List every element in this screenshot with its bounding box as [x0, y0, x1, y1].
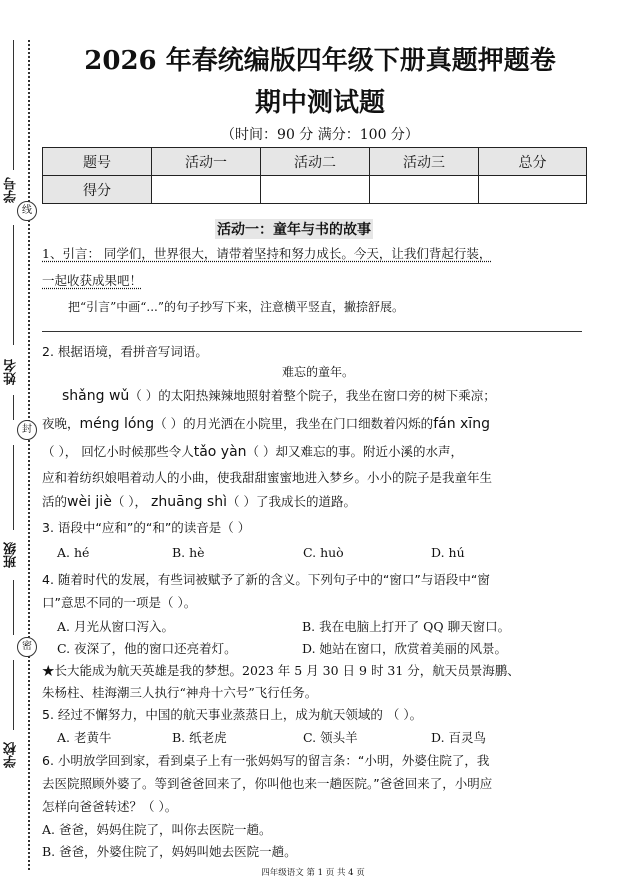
section-title: 活动一：童年与书的故事 [215, 219, 373, 239]
score-table [42, 147, 587, 204]
header-cell: 题号 [43, 148, 152, 176]
q5-option-b[interactable]: B. 纸老虎 [172, 730, 227, 745]
seal-secret: 密 [17, 637, 37, 657]
pinyin: shǎng wǔ [62, 388, 130, 404]
passage-line4: 应和着纺织娘唱着动人的小曲，使我甜甜蜜蜜地进入梦乡。小小的院子是我童年生 [42, 470, 493, 485]
passage-text: （ ）的太阳热辣辣地照射着整个院子，我坐在窗口旁的树下乘凉； [129, 388, 496, 403]
q6-option-b[interactable]: B. 爸爸，外婆住院了，妈妈叫她去医院一趟。 [42, 844, 297, 859]
q4-option-b[interactable]: B. 我在电脑上打开了 QQ 聊天窗口。 [302, 619, 511, 634]
binding-rule [13, 225, 14, 345]
binding-dotted-line [28, 40, 30, 870]
q3-option-c[interactable]: C. huò [303, 545, 344, 560]
label-student-id: 学号 [4, 177, 19, 203]
q4-line1: 4. 随着时代的发展，有些词被赋予了新的含义。下列句子中的“窗口”与语段中“窗 [42, 572, 490, 587]
passage-text: （ ）， [111, 494, 152, 509]
score-cell[interactable] [370, 176, 479, 204]
q1-text: 1、引言： 同学们，世界很大，请带着坚持和努力成长。今天，让我们背起行装， [42, 246, 492, 261]
seal-line: 线 [17, 201, 37, 221]
q6-line1: 6. 小明放学回到家，看到桌子上有一张妈妈写的留言条：“小明，外婆住院了，我 [42, 753, 490, 768]
label-class: 班级 [4, 542, 19, 568]
star-line1: ★长大能成为航天英雄是我的梦想。2023 年 5 月 30 日 9 时 31 分，航天员景海鹏、 [42, 663, 520, 678]
q1-line1 [42, 244, 491, 262]
pinyin: méng lóng [79, 416, 155, 432]
passage-text: （ ）却又难忘的事。附近小溪的水声， [246, 444, 464, 459]
label-name: 姓名 [4, 359, 19, 385]
q2-title: 2. 根据语境，看拼音写词语。 [42, 344, 208, 359]
q6-line3: 怎样向爸爸转述？（ ）。 [42, 799, 178, 814]
passage-text: 活的 [42, 494, 68, 509]
exam-title: 2026 年春统编版四年级下册真题押题卷 [84, 46, 556, 76]
header-cell: 总分 [479, 148, 587, 176]
passage-line5 [42, 492, 356, 510]
header-cell: 活动一 [152, 148, 261, 176]
binding-rule [13, 660, 14, 730]
answer-line[interactable] [42, 331, 582, 332]
binding-rule [13, 580, 14, 635]
time-score-info: （时间：90 分 满分：100 分） [221, 127, 419, 143]
passage-line3 [42, 442, 463, 460]
pinyin: zhuāng shì [151, 494, 227, 510]
pinyin: fán xīng [433, 416, 490, 432]
header-cell: 活动二 [261, 148, 370, 176]
seal-seal: 封 [17, 420, 37, 440]
label-school: 学校 [4, 742, 19, 768]
passage-line1 [62, 386, 496, 404]
score-cell[interactable] [261, 176, 370, 204]
binding-rule [13, 395, 14, 420]
passage-text: 夜晚， [42, 416, 80, 431]
score-cell[interactable] [152, 176, 261, 204]
q5-title: 5. 经过不懈努力，中国的航天事业蒸蒸日上，成为航天领域的 （ ）。 [42, 707, 423, 722]
passage-title: 难忘的童年。 [282, 365, 355, 379]
q4-option-d[interactable]: D. 她站在窗口，欣赏着美丽的风景。 [302, 641, 508, 656]
q4-option-a[interactable]: A. 月光从窗口泻入。 [57, 619, 174, 634]
passage-text: （ ）， 回忆小时候那些令人 [42, 444, 194, 459]
page-footer: 四年级语文 第 1 页 共 4 页 [261, 868, 365, 878]
binding-rule [13, 40, 14, 170]
q5-option-a[interactable]: A. 老黄牛 [57, 730, 112, 745]
q3-title: 3. 语段中“应和”的“和”的读音是（ ） [42, 520, 251, 535]
q5-option-c[interactable]: C. 领头羊 [303, 730, 358, 745]
pinyin: wèi jiè [67, 494, 112, 510]
score-cell[interactable] [479, 176, 587, 204]
q4-line2: 口”意思不同的一项是（ ）。 [42, 595, 197, 610]
exam-subtitle: 期中测试题 [254, 88, 385, 118]
q6-option-a[interactable]: A. 爸爸，妈妈住院了，叫你去医院一趟。 [42, 822, 272, 837]
passage-text: （ ）的月光洒在小院里，我坐在门口细数着闪烁的 [154, 416, 434, 431]
q3-option-d[interactable]: D. hú [431, 545, 465, 560]
q5-option-d[interactable]: D. 百灵鸟 [431, 730, 487, 745]
q1-line2 [42, 271, 142, 289]
star-line2: 朱杨柱、桂海潮三人执行“神舟十六号”飞行任务。 [42, 685, 318, 700]
binding-rule [13, 445, 14, 530]
q4-option-c[interactable]: C. 夜深了，他的窗口还亮着灯。 [57, 641, 237, 656]
score-row-label: 得分 [43, 176, 152, 204]
passage-text: （ ）了我成长的道路。 [226, 494, 356, 509]
q1-instruction: 把“引言”中画“...”的句子抄写下来，注意横平竖直，撇捺舒展。 [68, 300, 404, 314]
q1-text: 一起收获成果吧！ [42, 273, 143, 288]
pinyin: tǎo yàn [193, 444, 247, 460]
q6-line2: 去医院照顾外婆了。等到爸爸回来了，你叫他也来一趟医院。”爸爸回来了，小明应 [42, 776, 493, 791]
q3-option-b[interactable]: B. hè [172, 545, 205, 560]
q3-option-a[interactable]: A. hé [57, 545, 90, 560]
header-cell: 活动三 [370, 148, 479, 176]
passage-line2 [42, 414, 490, 432]
